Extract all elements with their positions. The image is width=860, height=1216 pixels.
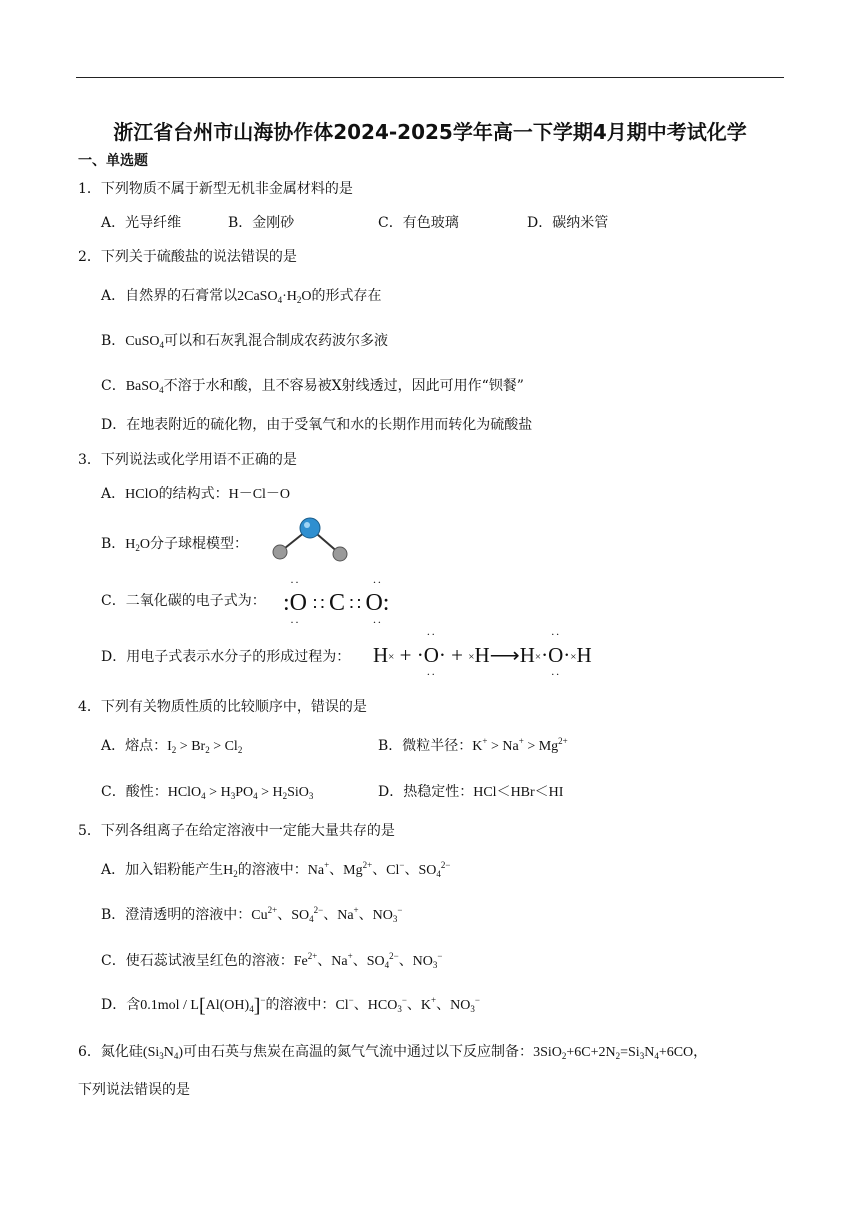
q3-option-c: C．二氧化碳的电子式为： [101,593,266,609]
q5-option-a: A．加入铝粉能产生$H_2$的溶液中：Na+、$Mg^{2+}$、Cl−、$SO_4^{2-}$ [101,860,451,879]
q1-option-a: A．光导纤维 [101,215,182,231]
q2-stem: 2．下列关于硫酸盐的说法错误的是 [78,249,297,265]
ball-and-stick-icon [268,516,352,568]
q4-stem: 4．下列有关物质性质的比较顺序中，错误的是 [78,699,367,715]
q1-option-c: C．有色玻璃 [378,215,459,231]
q2-option-a: A．自然界的石膏常以$2CaSO_4\cdot H_2O$的形式存在 [101,288,382,305]
page-title: 浙江省台州市山海协作体2024-2025学年高一下学期4月期中考试化学 [113,120,747,144]
q4-option-c: C．酸性：HClO$_4$ > $H_3PO_4 > H_2SiO_3$ [101,784,314,801]
q2-option-d: D．在地表附近的硫化物，由于受氧气和水的长期作用而转化为硫酸盐 [101,417,533,433]
section-heading: 一、单选题 [78,153,148,169]
q4-option-a: A．熔点：$I_2 > Br_2 > Cl_2$ [101,738,243,755]
q6-stem-continued: 下列说法错误的是 [78,1082,190,1098]
q5-option-b: B．澄清透明的溶液中：$Cu^{2+}$、$SO_4^{2-}$、Na+、$NO_3^-$ [101,905,403,924]
h2o-formation-equation: H× + ·O· ·· ·· + ×H⟶H×·O· ·· ·· ×H [373,627,592,681]
q1-option-d: D．碳纳米管 [527,215,609,231]
q5-stem: 5．下列各组离子在给定溶液中一定能大量共存的是 [78,823,395,839]
q1-stem: 1．下列物质不属于新型无机非金属材料的是 [78,181,353,197]
header-rule [76,77,784,78]
q6-stem: 6．氮化硅$(Si_3N_4)$可由石英与焦炭在高温的氮气气流中通过以下反应制备：$3SiO_2+6C+2N_2=Si_3N_4+6CO$， [78,1044,708,1061]
q3-option-a: A．HClO的结构式：H－Cl－O [101,486,291,502]
co2-lewis-structure: :O ·· ·· ∷ C ∷ O ·· ·· : [283,575,390,629]
q1-option-b: B．金刚砂 [228,215,295,231]
q4-option-d: D．热稳定性：HCl＜HBr＜HI [378,784,564,800]
q3-option-b: B．$H_2O$分子球棍模型： [101,536,249,553]
q4-option-b: B．微粒半径：$K^+ > Na^+ > Mg^{2+}$ [378,736,568,754]
q5-option-d: D．含$0.1mol / L[Al(OH)_4]^-$的溶液中：Cl−、$HCO_3^-$、K+、$NO_3^-$ [101,995,480,1017]
q3-option-d: D．用电子式表示水分子的形成过程为： [101,649,351,665]
q2-option-c: C．BaSO$_4$不溶于水和酸，且不容易被X射线透过，因此可用作“钡餐” [101,378,524,395]
q2-option-b: B．CuSO$_4$可以和石灰乳混合制成农药波尔多液 [101,333,389,350]
q3-stem: 3．下列说法或化学用语不正确的是 [78,452,297,468]
q5-option-c: C．使石蕊试液呈红色的溶液：$Fe^{2+}$、Na+、$SO_4^{2-}$、$NO_3^-$ [101,951,443,970]
